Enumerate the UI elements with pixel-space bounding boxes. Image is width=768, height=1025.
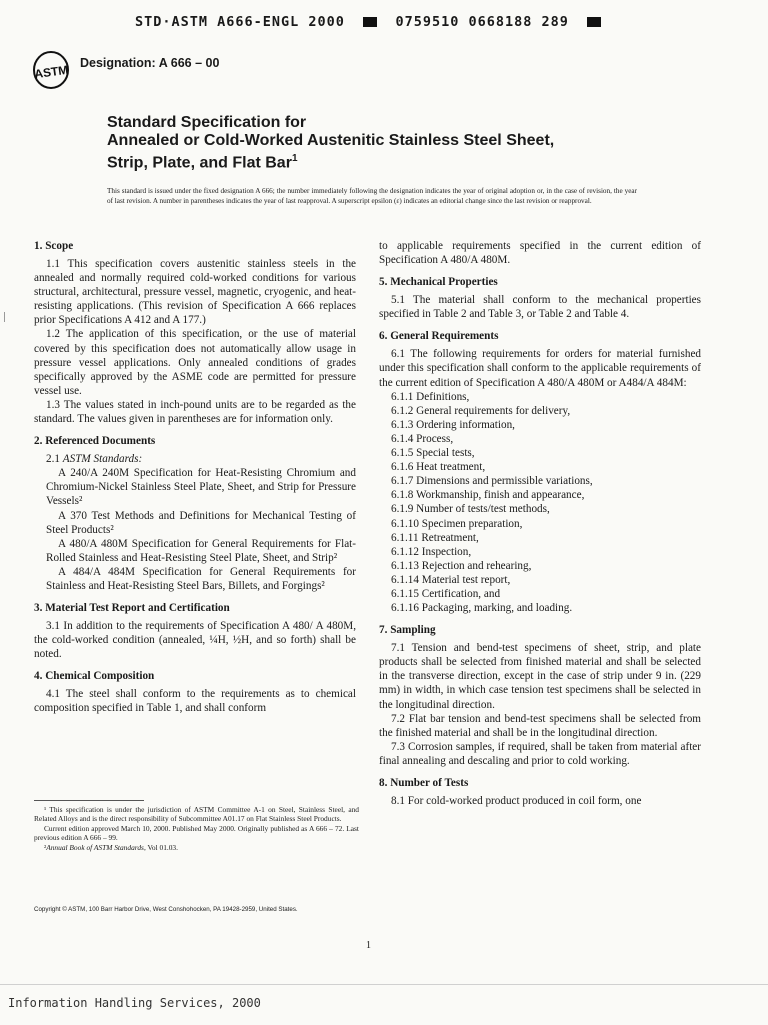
list-item: 6.1.11 Retreatment, <box>391 531 479 544</box>
continuation <box>379 239 701 267</box>
list-item: 6.1.2 General requirements for delivery, <box>391 404 571 417</box>
paragraph: 1.1 This specification covers austenitic stainless steels in the annealed and normally required cold-worked conditions for various structural, architectural, pressure vessel, magnetic, cryogenic, and heat-resisting applications. (This revision of Specification A 666 replaces prior Specifications A 412 and A 177.) <box>34 258 356 327</box>
referenced-standard: A 370 Test Methods and Definitions for Mechanical Testing of Steel Products² <box>46 509 356 536</box>
paragraph: 2.1 ASTM Standards: <box>46 453 143 466</box>
list-item: 6.1.9 Number of tests/test methods, <box>391 503 550 516</box>
source-text: Information Handling Services, 2000 <box>8 996 261 1010</box>
scan-header <box>135 14 615 30</box>
list-item: 6.1.13 Rejection and rehearing, <box>391 559 532 572</box>
list-item: 6.1.5 Special tests, <box>391 447 475 460</box>
referenced-standard: A 480/A 480M Specification for General Requirements for Flat-Rolled Stainless and Heat-Resisting Steel Plate, Sheet, and Strip² <box>46 537 356 564</box>
paragraph: 7.3 Corrosion samples, if required, shall be taken from material after final annealing and descaling and prior to cold working. <box>379 740 701 767</box>
scan-code: STD·ASTM A666-ENGL 2000 <box>135 14 345 30</box>
paragraph: 7.1 Tension and bend-test specimens of sheet, strip, and plate products shall be selected from finished material and shall be selected in the transverse direction, except in the case of strip under 9 in. (229 mm) in width, in which case tension test specimens shall be selected in the longitudinal direction. <box>379 642 701 711</box>
list-item: 6.1.3 Ordering information, <box>391 418 515 431</box>
designation: Designation: A 666 – 00 <box>80 56 220 70</box>
paragraph: 3.1 In addition to the requirements of Specification A 480/ A 480M, the cold-worked condition (annealed, ¼H, ½H, and so forth) shall be noted. <box>34 620 356 661</box>
paragraph: 1.2 The application of this specification, or the use of material covered by this specification does not automatically allow usage in pressure vessel applications. Only annealed conditions of grades specifically approved by the ASME code are permitted for pressure vessel use. <box>34 328 356 397</box>
footnotes <box>34 805 359 852</box>
page-number: 1 <box>366 940 371 951</box>
section-mechanical-properties <box>379 275 701 321</box>
section-heading: 3. Material Test Report and Certification <box>34 602 230 615</box>
section-material-test-report <box>34 601 356 661</box>
paragraph: 4.1 The steel shall conform to the requirements as to chemical composition specified in Table 1, and shall conform <box>34 688 356 715</box>
footnote: Current edition approved March 10, 2000. Published May 2000. Originally published as A 666 – 72. Last previous edition A 666 – 99. <box>34 823 359 843</box>
section-general-requirements <box>379 329 701 615</box>
section-heading: 8. Number of Tests <box>379 777 469 789</box>
left-column <box>34 239 356 724</box>
title-line: Standard Specification for <box>107 114 307 131</box>
scan-code-2: 0759510 0668188 289 <box>395 14 569 30</box>
list-item: 6.1.4 Process, <box>391 432 454 445</box>
list-item: 6.1.10 Specimen preparation, <box>391 517 523 530</box>
list-item: 6.1.1 Definitions, <box>391 390 470 403</box>
section-heading: 1. Scope <box>34 240 74 252</box>
astm-logo-icon <box>32 50 70 90</box>
paragraph: 8.1 For cold-worked product produced in coil form, one <box>391 795 642 807</box>
list-item: 6.1.16 Packaging, marking, and loading. <box>391 602 573 615</box>
paragraph: 1.3 The values stated in inch-pound units are to be regarded as the standard. The values given in parentheses are for information only. <box>34 398 356 426</box>
section-scope <box>34 239 356 426</box>
title-line: Annealed or Cold-Worked Austenitic Stainless Steel Sheet, <box>107 132 555 149</box>
footnote: ¹ This specification is under the jurisdiction of ASTM Committee A-1 on Steel, Stainless Steel, and Related Alloys and is the direct responsibility of Subcommittee A01.17 on Flat Stainless Steel Products. <box>34 805 359 824</box>
section-chemical-composition <box>34 669 356 715</box>
section-heading: 6. General Requirements <box>379 330 499 343</box>
section-sampling <box>379 623 701 768</box>
referenced-standard: A 240/A 240M Specification for Heat-Resisting Chromium and Chromium-Nickel Stainless Steel Plate, Sheet, and Strip for Pressure Vessels² <box>46 467 356 508</box>
issuance-notice: This standard is issued under the fixed designation A 666; the number immediately following the designation indicates the year of original adoption or, in the case of revision, the year of last revision. A number in parentheses indicates the year of last reapproval. A superscript epsilon (ε) indicates an editorial change since the last revision or reapproval. <box>107 187 637 205</box>
section-heading: 5. Mechanical Properties <box>379 276 498 289</box>
copyright-notice: Copyright © ASTM, 100 Barr Harbor Drive, West Conshohocken, PA 19428-2959, United States. <box>34 906 298 913</box>
document-title <box>107 114 667 172</box>
list-item: 6.1.14 Material test report, <box>391 573 511 586</box>
paragraph: 5.1 The material shall conform to the mechanical properties specified in Table 2 and Table 3, or Table 2 and Table 4. <box>379 294 701 321</box>
paragraph: 6.1 The following requirements for orders for material furnished under this specification shall conform to the applicable requirements of the current edition of Specification A 480/A 480M or A484/A 484M: <box>379 348 701 389</box>
requirements-list <box>379 390 701 616</box>
source-footer <box>0 984 768 1025</box>
right-column <box>379 239 701 816</box>
title-line: Strip, Plate, and Flat Bar$^1$ <box>107 153 298 172</box>
paragraph: 7.2 Flat bar tension and bend-test specimens shall be selected from the finished material and shall be in the longitudinal direction. <box>379 712 701 739</box>
paragraph: to applicable requirements specified in the current edition of Specification A 480/A 480M. <box>379 240 701 267</box>
list-item: 6.1.8 Workmanship, finish and appearance, <box>391 489 585 502</box>
list-item: 6.1.6 Heat treatment, <box>391 461 486 474</box>
list-item: 6.1.7 Dimensions and permissible variations, <box>391 475 593 488</box>
scan-margin-mark <box>4 312 5 322</box>
section-heading: 7. Sampling <box>379 624 436 637</box>
list-item: 6.1.15 Certification, and <box>391 587 501 600</box>
list-item: 6.1.12 Inspection, <box>391 545 472 558</box>
scan-block <box>363 17 377 27</box>
svg-text:ASTM: ASTM <box>33 62 70 82</box>
footnote-ref: 1 <box>291 153 298 164</box>
section-referenced-documents <box>34 434 356 593</box>
scan-block <box>587 17 601 27</box>
referenced-standard: A 484/A 484M Specification for General Requirements for Stainless and Heat-Resisting Steel Bars, Billets, and Forgings² <box>46 565 356 592</box>
footnote-divider <box>34 800 144 801</box>
section-heading: 2. Referenced Documents <box>34 435 156 448</box>
footnote: ²Annual Book of ASTM Standards, Vol 01.03. <box>44 842 178 852</box>
section-number-of-tests <box>379 776 701 808</box>
section-heading: 4. Chemical Composition <box>34 670 155 683</box>
